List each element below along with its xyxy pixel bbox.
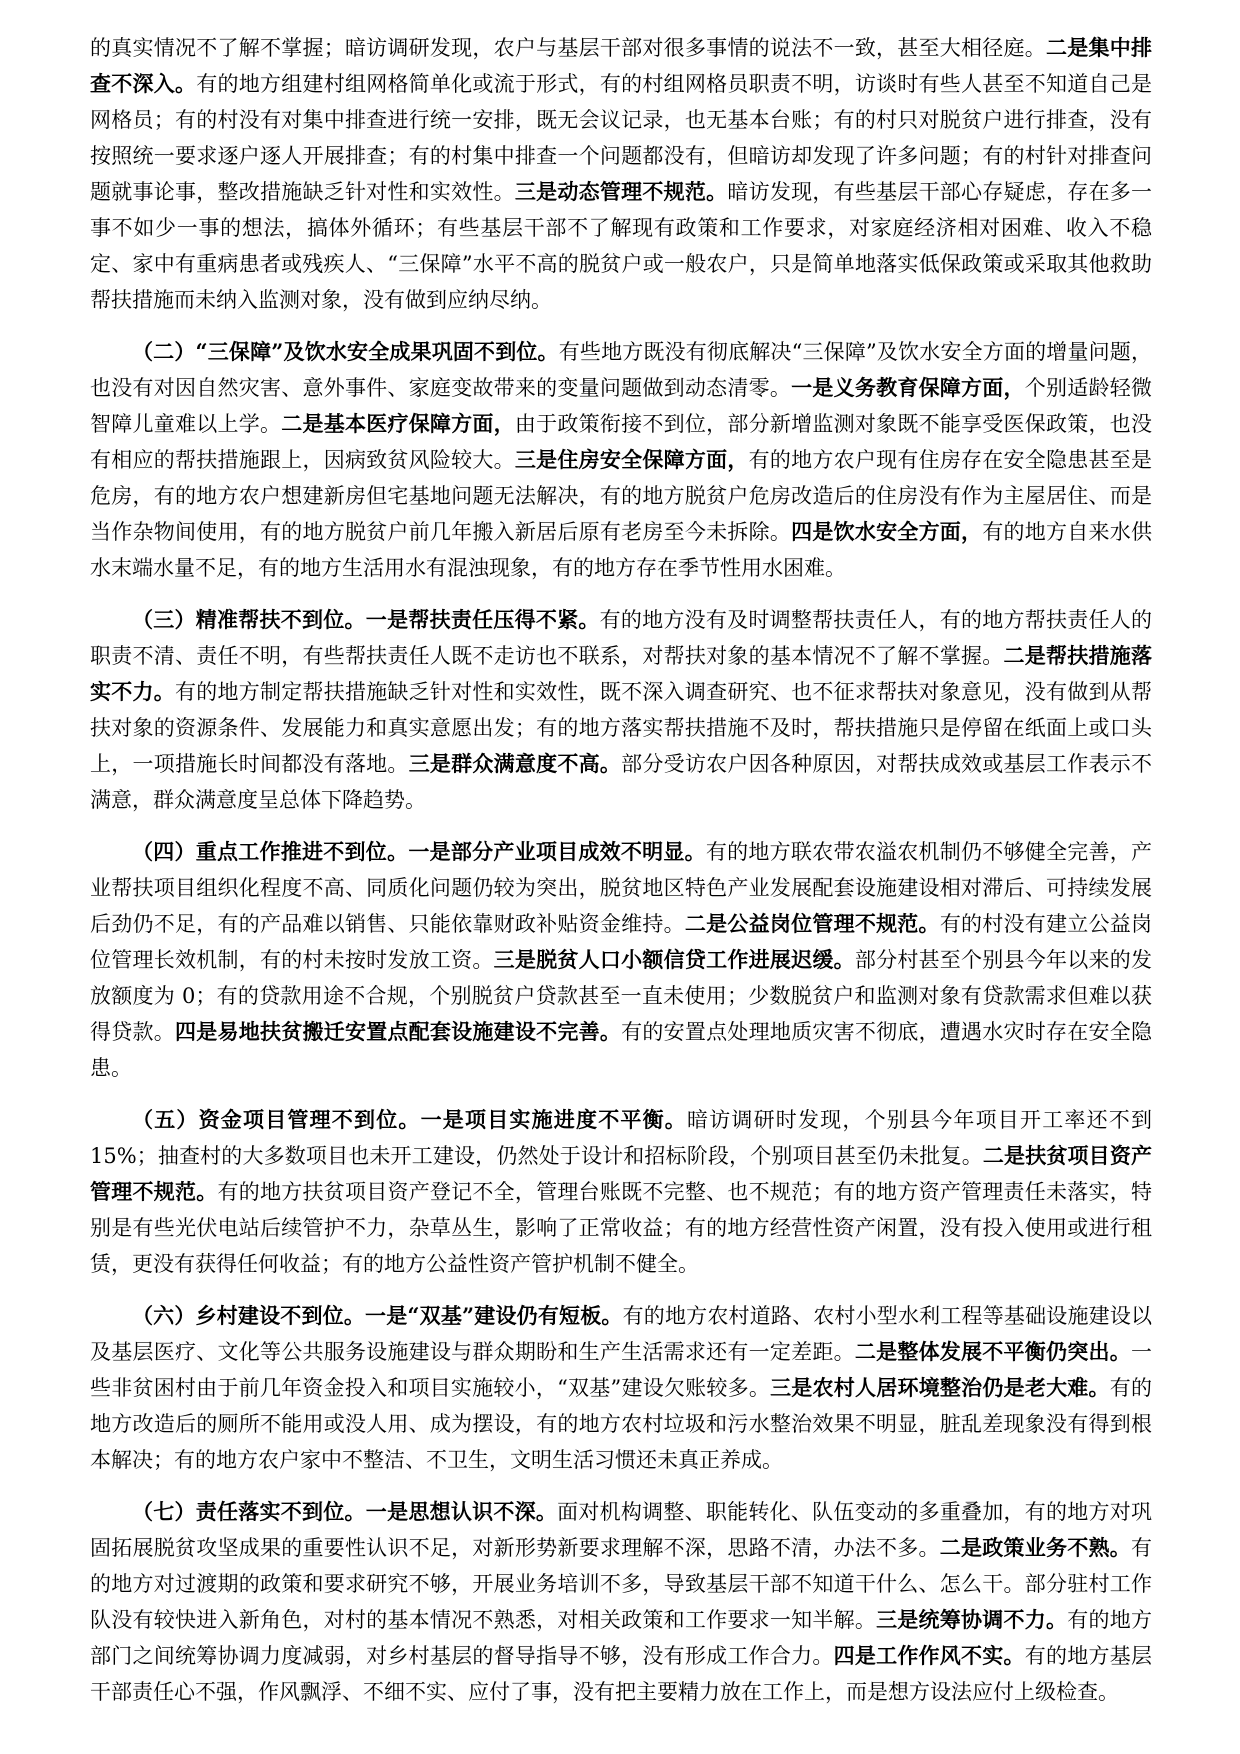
text-run: 有的地方部门之间统筹协调力度减弱，对乡村基层的督导指导不够，没有形成工作合力。 [90, 1608, 1153, 1668]
bold-heading-run: 三是脱贫人口小额信贷工作进展迟缓。 [493, 947, 855, 972]
body-paragraph [90, 30, 1152, 318]
body-paragraph [90, 1102, 1152, 1282]
bold-heading-run: 一是义务教育保障方面， [791, 375, 1025, 400]
text-run: 有的地方改造后的厕所不能用或没人用、成为摆设，有的地方农村垃圾和污水整治效果不明显，脏乱差现象没有得到根本解决；有的地方农户家中不整洁、不卫生，文明生活习惯还未真正养成。 [90, 1376, 1152, 1472]
bold-heading-run: （五）资金项目管理不到位。一是项目实施进度不平衡。 [132, 1107, 687, 1132]
text-run: 一些非贫困村由于前几年资金投入和项目实施较小，“双基”建设欠账较多。 [90, 1340, 1153, 1400]
body-paragraph [90, 1298, 1152, 1478]
text-run: 有的地方农户现有住房存在安全隐患甚至是危房，有的地方农户想建新房但宅基地问题无法解决，有的地方脱贫户危房改造后的住房没有作为主屋居住、而是当作杂物间使用，有的地方脱贫户前几年搬入新居后原有老房至今未拆除。 [90, 448, 1153, 544]
text-run: 有的地方对过渡期的政策和要求研究不够，开展业务培训不多，导致基层干部不知道干什么、怎么干。部分驻村工作队没有较快进入新角色，对村的基本情况不熟悉，对相关政策和工作要求一知半解。 [90, 1536, 1153, 1632]
bold-heading-run: 二是基本医疗保障方面， [281, 411, 515, 436]
body-paragraph [90, 602, 1152, 818]
bold-heading-run: （三）精准帮扶不到位。一是帮扶责任压得不紧。 [132, 607, 600, 632]
bold-heading-run: （七）责任落实不到位。一是思想认识不深。 [132, 1499, 558, 1524]
body-paragraph [90, 834, 1152, 1086]
text-run: 的真实情况不了解不掌握；暗访调研发现，农户与基层干部对很多事情的说法不一致，甚至大相径庭。 [90, 36, 1047, 60]
bold-heading-run: 三是群众满意度不高。 [408, 751, 622, 776]
bold-heading-run: 二是公益岗位管理不规范。 [684, 911, 940, 936]
body-paragraph [90, 1494, 1152, 1710]
bold-heading-run: （四）重点工作推进不到位。一是部分产业项目成效不明显。 [132, 839, 706, 864]
text-run: 有的地方扶贫项目资产登记不全，管理台账既不完整、也不规范；有的地方资产管理责任未落实，特别是有些光伏电站后续管护不力，杂草丛生，影响了正常收益；有的地方经营性资产闲置，没有投入使用或进行租赁，更没有获得任何收益；有的地方公益性资产管护机制不健全。 [90, 1180, 1153, 1276]
document-page [90, 30, 1152, 1710]
bold-heading-run: 二是整体发展不平衡仍突出。 [854, 1339, 1132, 1364]
bold-heading-run: （二）“三保障”及饮水安全成果巩固不到位。 [132, 339, 559, 364]
text-run: 有的村没有建立公益岗位管理长效机制，有的村未按时发放工资。 [90, 912, 1153, 972]
bold-heading-run: 三是住房安全保障方面， [514, 447, 749, 472]
text-run: 有的地方组建村组网格简单化或流于形式，有的村组网格员职责不明，访谈时有些人甚至不知道自己是网格员；有的村没有对集中排查进行统一安排，既无会议记录，也无基本台账；有的村只对脱贫户进行排查，没有按照统一要求逐户逐人开展排查；有的村集中排查一个问题都没有，但暗访却发现了许多问题；有的村针对排查问题就事论事，整改措施缺乏针对性和实效性。 [90, 72, 1153, 204]
text-run: 有的地方联农带农溢农机制仍不够健全完善，产业帮扶项目组织化程度不高、同质化问题仍较为突出，脱贫地区特色产业发展配套设施建设相对滞后、可持续发展后劲仍不足，有的产品难以销售、只能依靠财政补贴资金维持。 [90, 840, 1153, 936]
text-run: 部分村甚至个别县今年以来的发放额度为 0；有的贷款用途不合规，个别脱贫户贷款甚至一直未使用；少数脱贫户和监测对象有贷款需求但难以获得贷款。 [90, 948, 1153, 1044]
text-run: 有的地方自来水供水末端水量不足，有的地方生活用水有混浊现象，有的地方存在季节性用水困难。 [90, 520, 1153, 580]
text-run: 有的地方没有及时调整帮扶责任人，有的地方帮扶责任人的职责不清、责任不明，有些帮扶责任人既不走访也不联系，对帮扶对象的基本情况不了解不掌握。 [90, 608, 1153, 668]
bold-heading-run: 四是易地扶贫搬迁安置点配套设施建设不完善。 [174, 1019, 622, 1044]
text-run: 有的地方基层干部责任心不强，作风飘浮、不细不实、应付了事，没有把主要精力放在工作上，而是想方设法应付上级检查。 [90, 1644, 1153, 1704]
bold-heading-run: 三是农村人居环境整治仍是老大难。 [770, 1375, 1110, 1400]
text-run: 有的安置点处理地质灾害不彻底，遭遇水灾时存在安全隐患。 [90, 1020, 1153, 1080]
bold-heading-run: 二是帮扶措施落实不力。 [90, 643, 1153, 704]
text-run: 面对机构调整、职能转化、队伍变动的多重叠加，有的地方对巩固拓展脱贫攻坚成果的重要性认识不足，对新形势新要求理解不深，思路不清，办法不多。 [90, 1500, 1153, 1560]
text-run: 有些地方既没有彻底解决“三保障”及饮水安全方面的增量问题，也没有对因自然灾害、意外事件、家庭变故带来的变量问题做到动态清零。 [90, 340, 1152, 400]
bold-heading-run: 四是工作作风不实。 [833, 1643, 1025, 1668]
text-run: 由于政策衔接不到位，部分新增监测对象既不能享受医保政策，也没有相应的帮扶措施跟上，因病致贫风险较大。 [90, 412, 1153, 472]
bold-heading-run: 三是统筹协调不力。 [876, 1607, 1068, 1632]
bold-heading-run: 二是集中排查不深入。 [90, 35, 1153, 96]
text-run: 有的地方农村道路、农村小型水利工程等基础设施建设以及基层医疗、文化等公共服务设施建设与群众期盼和生产生活需求还有一定差距。 [90, 1304, 1152, 1364]
bold-heading-run: 四是饮水安全方面， [791, 519, 983, 544]
bold-heading-run: （六）乡村建设不到位。一是“双基”建设仍有短板。 [132, 1303, 623, 1328]
bold-heading-run: 二是扶贫项目资产管理不规范。 [90, 1143, 1152, 1204]
text-run: 暗访发现，有些基层干部心存疑虑，存在多一事不如少一事的想法，搞体外循环；有些基层干部不了解现有政策和工作要求，对家庭经济相对困难、收入不稳定、家中有重病患者或残疾人、“三保障”水平不高的脱贫户或一般农户，只是简单地落实低保政策或采取其他救助帮扶措施而未纳入监测对象，没有做到应纳尽纳。 [90, 180, 1153, 312]
bold-heading-run: 三是动态管理不规范。 [514, 179, 728, 204]
body-paragraph [90, 334, 1152, 586]
text-run: 部分受访农户因各种原因，对帮扶成效或基层工作表示不满意，群众满意度呈总体下降趋势。 [90, 752, 1153, 812]
text-run: 暗访调研时发现，个别县今年项目开工率还不到 15%；抽查村的大多数项目也未开工建设，仍然处于设计和招标阶段，个别项目甚至仍未批复。 [90, 1108, 1152, 1168]
bold-heading-run: 二是政策业务不熟。 [939, 1535, 1132, 1560]
text-run: 个别适龄轻微智障儿童难以上学。 [90, 376, 1153, 436]
text-run: 有的地方制定帮扶措施缺乏针对性和实效性，既不深入调查研究、也不征求帮扶对象意见，没有做到从帮扶对象的资源条件、发展能力和真实意愿出发；有的地方落实帮扶措施不及时，帮扶措施只是停留在纸面上或口头上，一项措施长时间都没有落地。 [90, 680, 1153, 776]
